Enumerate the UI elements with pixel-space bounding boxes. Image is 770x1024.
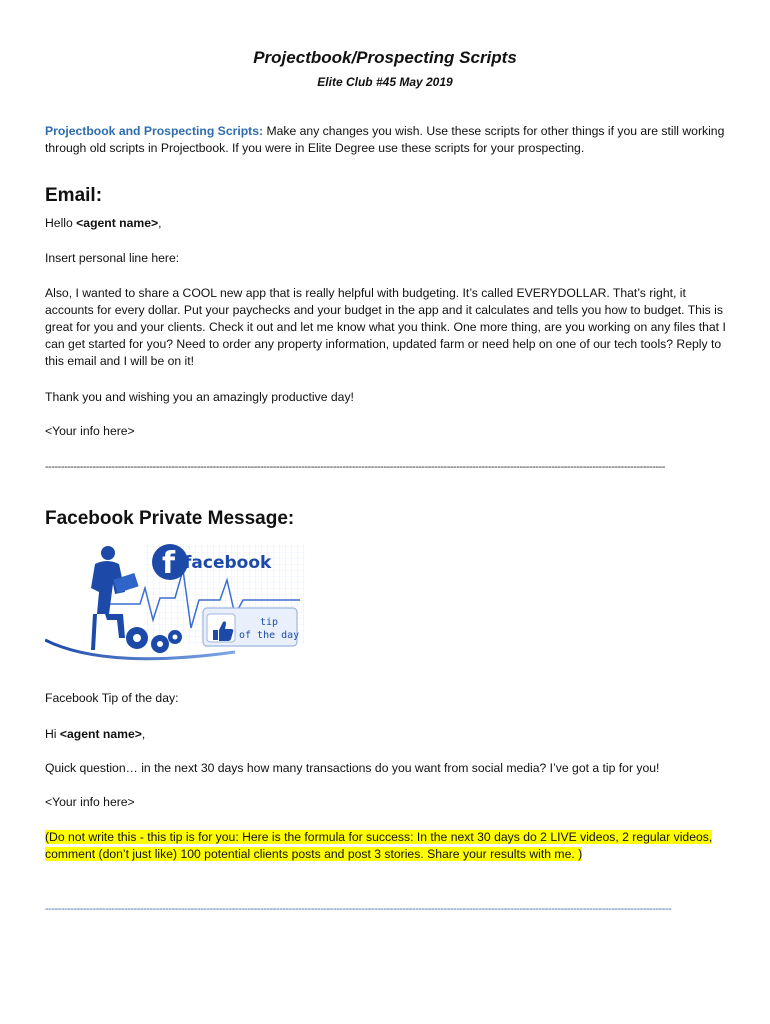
tip-sub-label: of the day (239, 630, 300, 641)
intro-label: Projectbook and Prospecting Scripts: (45, 124, 264, 138)
intro-text: Make any changes you wish. Use these scripts for other things if you are still working through old scripts in Projectbook. If you were in Elite Degree use these scripts for your prospecting. (45, 124, 725, 155)
facebook-question: Quick question… in the next 30 days how many transactions do you want from social media? I’ve got a tip for you! (45, 761, 660, 775)
email-agent-name: <agent name> (76, 216, 159, 230)
facebook-divider: ------------------------------------------------------------------------------------------------------------------------------------------------------------------------------------------------------ (45, 903, 672, 915)
email-divider: ---------------------------------------------------------------------------------------------------------------------------------------------------------------------------------------------------- (45, 461, 665, 473)
page-title: Projectbook/Prospecting Scripts (253, 48, 517, 67)
email-greeting-post: , (158, 216, 162, 230)
email-signature: <Your info here> (45, 424, 135, 438)
highlighted-note: (Do not write this - this tip is for you: Here is the formula for success: In the next 30 days do 2 LIVE videos, 2 regular videos, comment (don’t just like) 100 potential clients posts and post 3 stories. Share your results with me. ) (45, 830, 713, 861)
page-subtitle: Elite Club #45 May 2019 (317, 75, 453, 89)
intro-paragraph (45, 123, 735, 157)
email-personal-line: Insert personal line here: (45, 251, 180, 265)
facebook-greeting-pre: Hi (45, 727, 60, 741)
email-closing: Thank you and wishing you an amazingly productive day! (45, 390, 354, 404)
facebook-signature: <Your info here> (45, 795, 135, 809)
facebook-greeting (45, 726, 735, 743)
facebook-heading: Facebook Private Message: (45, 508, 295, 529)
facebook-greeting-post: , (141, 727, 146, 741)
email-greeting (45, 215, 735, 232)
facebook-tip-title: Facebook Tip of the day: (45, 691, 179, 705)
facebook-agent-name: <agent name> (59, 727, 142, 741)
email-body: Also, I wanted to share a COOL new app that is really helpful with budgeting. It’s called EVERYDOLLAR. That’s right, it accounts for every dollar. Put your paychecks and your budget in the app and it calculates and tells you how to budget. This is great for you and your clients. Check it out and let me know what you think. One more thing, are you working on any files that I can get started for you? Need to order any property information, updated farm or need help on one of our tech tools? Reply to this email and I will be on it! (45, 286, 726, 368)
facebook-logo-text: facebook (184, 553, 272, 573)
facebook-tip-image (45, 540, 307, 668)
tip-label: tip (260, 617, 279, 628)
facebook-note (45, 829, 735, 863)
email-greeting-pre: Hello (45, 216, 77, 230)
email-heading: Email: (45, 185, 103, 206)
svg-text:f: f (162, 546, 176, 581)
